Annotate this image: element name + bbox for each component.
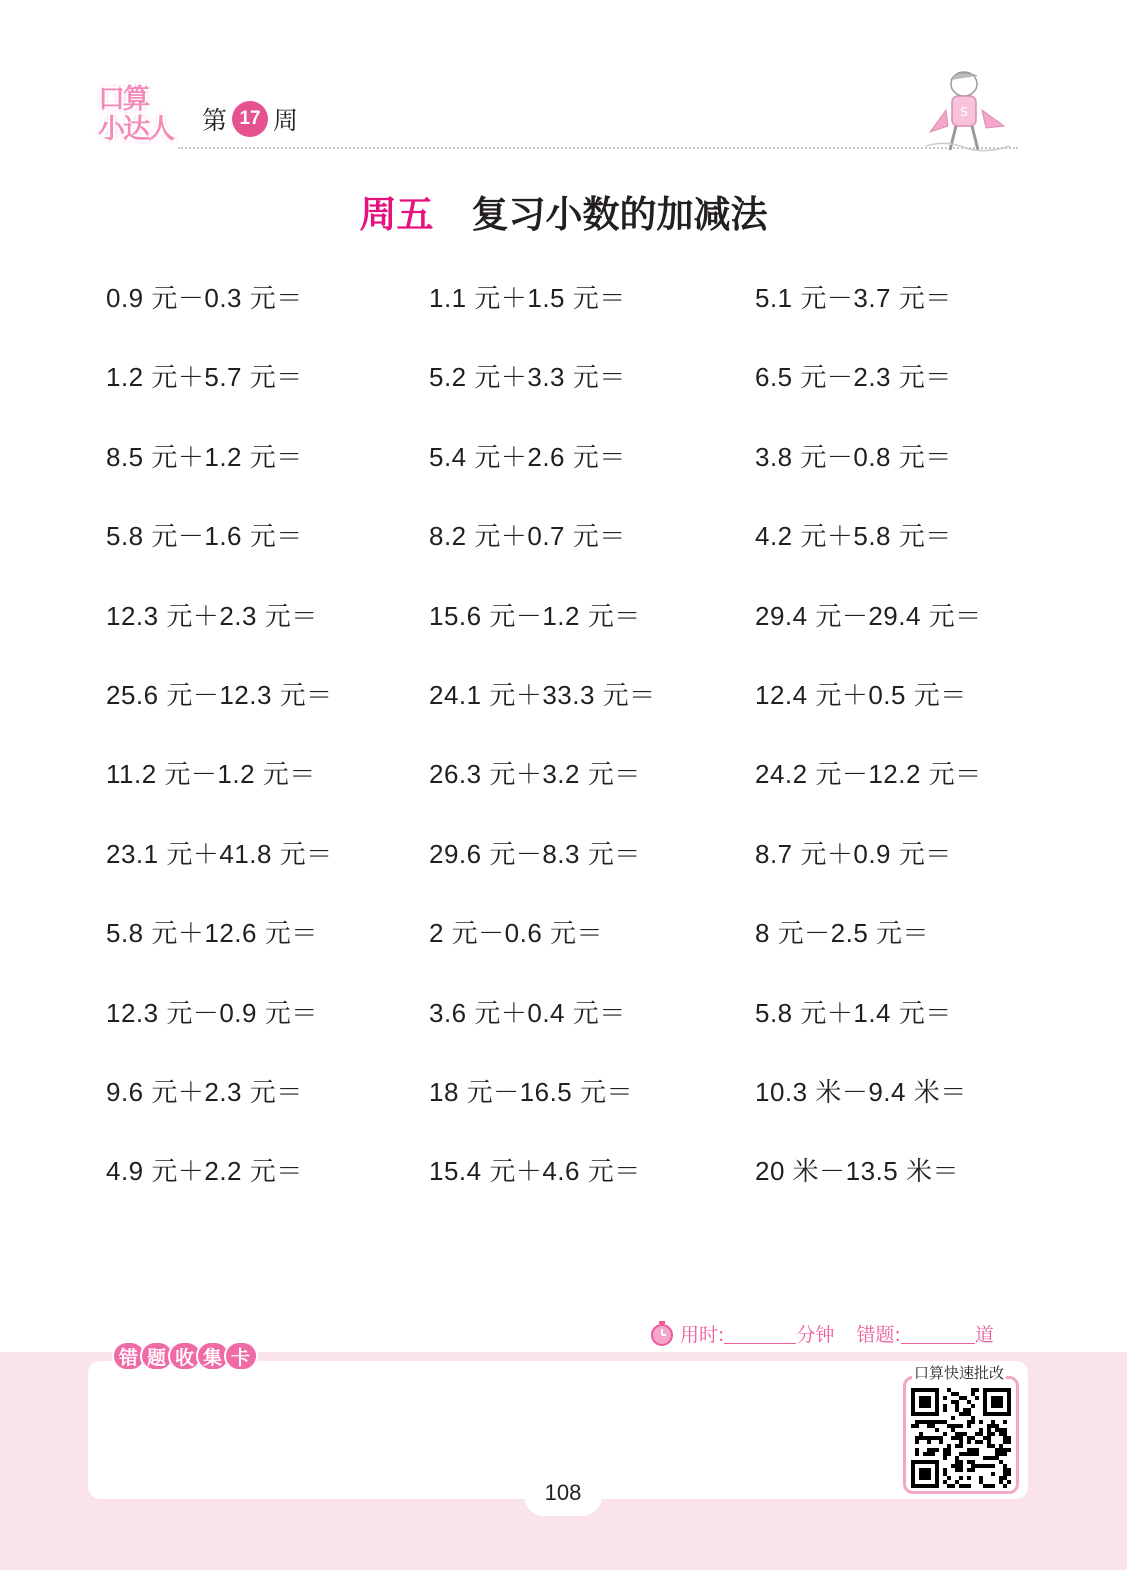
problem-item: 3.8 元－0.8 元＝ (755, 441, 952, 472)
problem-row (106, 991, 1026, 1070)
mascot-illustration (920, 66, 1016, 162)
problem-item: 18 元－16.5 元＝ (429, 1076, 633, 1107)
page-number: 108 (544, 1480, 582, 1505)
errors-blank[interactable] (901, 1322, 975, 1344)
problem-item: 9.6 元＋2.3 元＝ (106, 1076, 303, 1107)
card-label-char: 收 (168, 1341, 202, 1371)
problem-item: 5.8 元＋12.6 元＝ (106, 918, 318, 949)
problem-item: 25.6 元－12.3 元＝ (106, 679, 333, 710)
problem-row (106, 1149, 1026, 1228)
brand-logo (96, 86, 180, 148)
card-label-char: 卡 (224, 1341, 258, 1371)
problem-item: 23.1 元＋41.8 元＝ (106, 838, 333, 869)
title-topic: 复习小数的加减法 (471, 193, 768, 236)
problem-row (106, 911, 1026, 990)
problem-item: 8 元－2.5 元＝ (755, 918, 930, 949)
problem-row (106, 276, 1026, 355)
header-divider (178, 147, 1018, 149)
problem-item: 6.5 元－2.3 元＝ (755, 362, 952, 393)
problem-item: 15.4 元＋4.6 元＝ (429, 1156, 641, 1187)
problem-row (106, 673, 1026, 752)
card-label-char: 错 (112, 1341, 146, 1371)
problem-row (106, 1070, 1026, 1149)
time-blank[interactable] (724, 1322, 796, 1344)
problem-item: 24.2 元－12.2 元＝ (755, 759, 982, 790)
card-label-char: 集 (196, 1341, 230, 1371)
week-prefix: 第 (202, 106, 228, 135)
logo-line-1: 口算 (98, 84, 148, 115)
qr-code-icon[interactable] (911, 1388, 1011, 1488)
problem-item: 10.3 米－9.4 米＝ (755, 1076, 967, 1107)
problem-item: 5.1 元－3.7 元＝ (755, 283, 952, 313)
problem-row (106, 752, 1026, 831)
problem-item: 12.3 元－0.9 元＝ (106, 997, 318, 1028)
stopwatch-icon (648, 1319, 676, 1347)
time-label: 用时: (680, 1323, 725, 1346)
problem-item: 5.8 元＋1.4 元＝ (755, 997, 952, 1028)
problem-item: 1.2 元＋5.7 元＝ (106, 362, 303, 393)
problem-item: 0.9 元－0.3 元＝ (106, 283, 303, 313)
time-unit: 分钟 (796, 1323, 835, 1346)
problem-item: 12.4 元＋0.5 元＝ (755, 679, 967, 710)
problem-item: 29.6 元－8.3 元＝ (429, 838, 641, 869)
errors-unit: 道 (974, 1323, 994, 1346)
logo-line-2: 小达人 (98, 114, 173, 145)
problem-item: 8.5 元＋1.2 元＝ (106, 441, 303, 472)
svg-text:S: S (960, 105, 968, 119)
problem-item: 29.4 元－29.4 元＝ (755, 600, 982, 631)
problem-item: 12.3 元＋2.3 元＝ (106, 600, 318, 631)
problem-item: 4.9 元＋2.2 元＝ (106, 1156, 303, 1187)
problem-item: 4.2 元＋5.8 元＝ (755, 521, 952, 552)
qr-code-label: 口算快速批改 (914, 1364, 1005, 1382)
title-day: 周五 (359, 193, 434, 236)
problem-row (106, 832, 1026, 911)
problem-item: 1.1 元＋1.5 元＝ (429, 283, 626, 313)
week-indicator (202, 102, 298, 136)
problem-item: 20 米－13.5 米＝ (755, 1156, 959, 1187)
problem-grid (106, 276, 1026, 1229)
problem-item: 5.8 元－1.6 元＝ (106, 521, 303, 552)
problem-row (106, 514, 1026, 593)
problem-item: 3.6 元＋0.4 元＝ (429, 997, 626, 1028)
time-record (648, 1316, 994, 1350)
problem-item: 5.4 元＋2.6 元＝ (429, 441, 626, 472)
week-suffix: 周 (273, 106, 299, 135)
problem-row (106, 594, 1026, 673)
problem-item: 15.6 元－1.2 元＝ (429, 600, 641, 631)
card-label-char: 题 (140, 1341, 174, 1371)
problem-item: 5.2 元＋3.3 元＝ (429, 362, 626, 393)
problem-item: 26.3 元＋3.2 元＝ (429, 759, 641, 790)
problem-row (106, 435, 1026, 514)
problem-item: 8.7 元＋0.9 元＝ (755, 838, 952, 869)
problem-item: 8.2 元＋0.7 元＝ (429, 521, 626, 552)
page-title (0, 184, 1127, 238)
errors-label: 错题: (856, 1323, 901, 1346)
page-header (0, 0, 1127, 160)
error-collection-label (112, 1341, 252, 1371)
problem-item: 2 元－0.6 元＝ (429, 918, 604, 949)
week-number-badge: 17 (232, 101, 268, 137)
problem-item: 24.1 元＋33.3 元＝ (429, 679, 656, 710)
problem-row (106, 355, 1026, 434)
problem-item: 11.2 元－1.2 元＝ (106, 759, 316, 790)
